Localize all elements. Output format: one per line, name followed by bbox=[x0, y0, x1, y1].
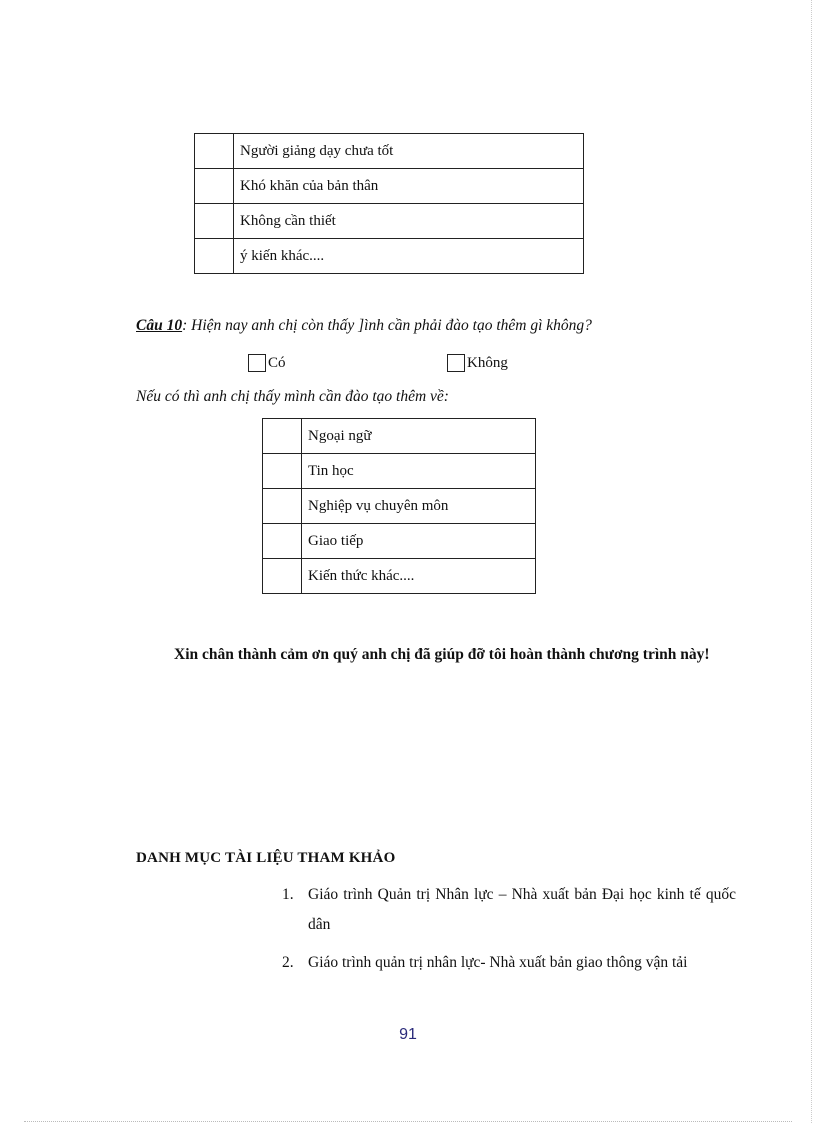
option-label: Tin học bbox=[302, 454, 536, 489]
answer-checkbox-cell[interactable] bbox=[263, 419, 302, 454]
option-label: Không cần thiết bbox=[234, 204, 584, 239]
choice-no[interactable] bbox=[447, 354, 508, 372]
answer-checkbox-cell[interactable] bbox=[195, 134, 234, 169]
table-row bbox=[263, 524, 536, 559]
page-bottom-divider bbox=[24, 1121, 792, 1122]
references-title: DANH MỤC TÀI LIỆU THAM KHẢO bbox=[136, 850, 396, 866]
answer-checkbox-cell[interactable] bbox=[263, 489, 302, 524]
option-label: Giao tiếp bbox=[302, 524, 536, 559]
page-number: 91 bbox=[399, 1026, 417, 1043]
option-label: Ngoại ngữ bbox=[302, 419, 536, 454]
choice-no-label: Không bbox=[467, 354, 508, 371]
table-row bbox=[263, 489, 536, 524]
barrier-options-table bbox=[194, 133, 584, 274]
table-row bbox=[263, 559, 536, 594]
option-label: Người giảng dạy chưa tốt bbox=[234, 134, 584, 169]
table-row bbox=[195, 169, 584, 204]
option-label: Khó khăn của bản thân bbox=[234, 169, 584, 204]
answer-checkbox-cell[interactable] bbox=[263, 454, 302, 489]
table-row bbox=[195, 239, 584, 274]
option-label: Nghiệp vụ chuyên môn bbox=[302, 489, 536, 524]
followup-prompt: Nếu có thì anh chị thấy mình cần đào tạo thêm về: bbox=[136, 388, 449, 405]
question-10 bbox=[136, 317, 592, 335]
training-topics-table bbox=[262, 418, 536, 594]
table-row bbox=[195, 134, 584, 169]
reference-item bbox=[282, 880, 736, 940]
table-row bbox=[263, 454, 536, 489]
reference-text: Giáo trình quản trị nhân lực- Nhà xuất bản giao thông vận tải bbox=[308, 954, 688, 971]
checkbox-icon[interactable] bbox=[447, 354, 465, 372]
page-right-divider bbox=[811, 0, 812, 1123]
table-row bbox=[195, 204, 584, 239]
option-label: ý kiến khác.... bbox=[234, 239, 584, 274]
question-text: : Hiện nay anh chị còn thấy ]ình cần phải đào tạo thêm gì không? bbox=[182, 317, 592, 334]
reference-number: 1. bbox=[282, 886, 294, 903]
choice-yes-label: Có bbox=[268, 354, 286, 371]
option-label: Kiến thức khác.... bbox=[302, 559, 536, 594]
question-number: Câu 10 bbox=[136, 317, 183, 334]
table-row bbox=[263, 419, 536, 454]
choice-yes[interactable] bbox=[248, 354, 286, 372]
reference-item bbox=[282, 948, 736, 978]
answer-checkbox-cell[interactable] bbox=[195, 169, 234, 204]
answer-checkbox-cell[interactable] bbox=[263, 559, 302, 594]
references-list bbox=[282, 880, 736, 986]
answer-checkbox-cell[interactable] bbox=[195, 204, 234, 239]
thank-you-note: Xin chân thành cảm ơn quý anh chị đã giúp đỡ tôi hoàn thành chương trình này! bbox=[174, 646, 710, 663]
answer-checkbox-cell[interactable] bbox=[195, 239, 234, 274]
reference-text: Giáo trình Quản trị Nhân lực – Nhà xuất bản Đại học kinh tế quốc dân bbox=[308, 886, 736, 933]
checkbox-icon[interactable] bbox=[248, 354, 266, 372]
answer-checkbox-cell[interactable] bbox=[263, 524, 302, 559]
reference-number: 2. bbox=[282, 954, 294, 971]
